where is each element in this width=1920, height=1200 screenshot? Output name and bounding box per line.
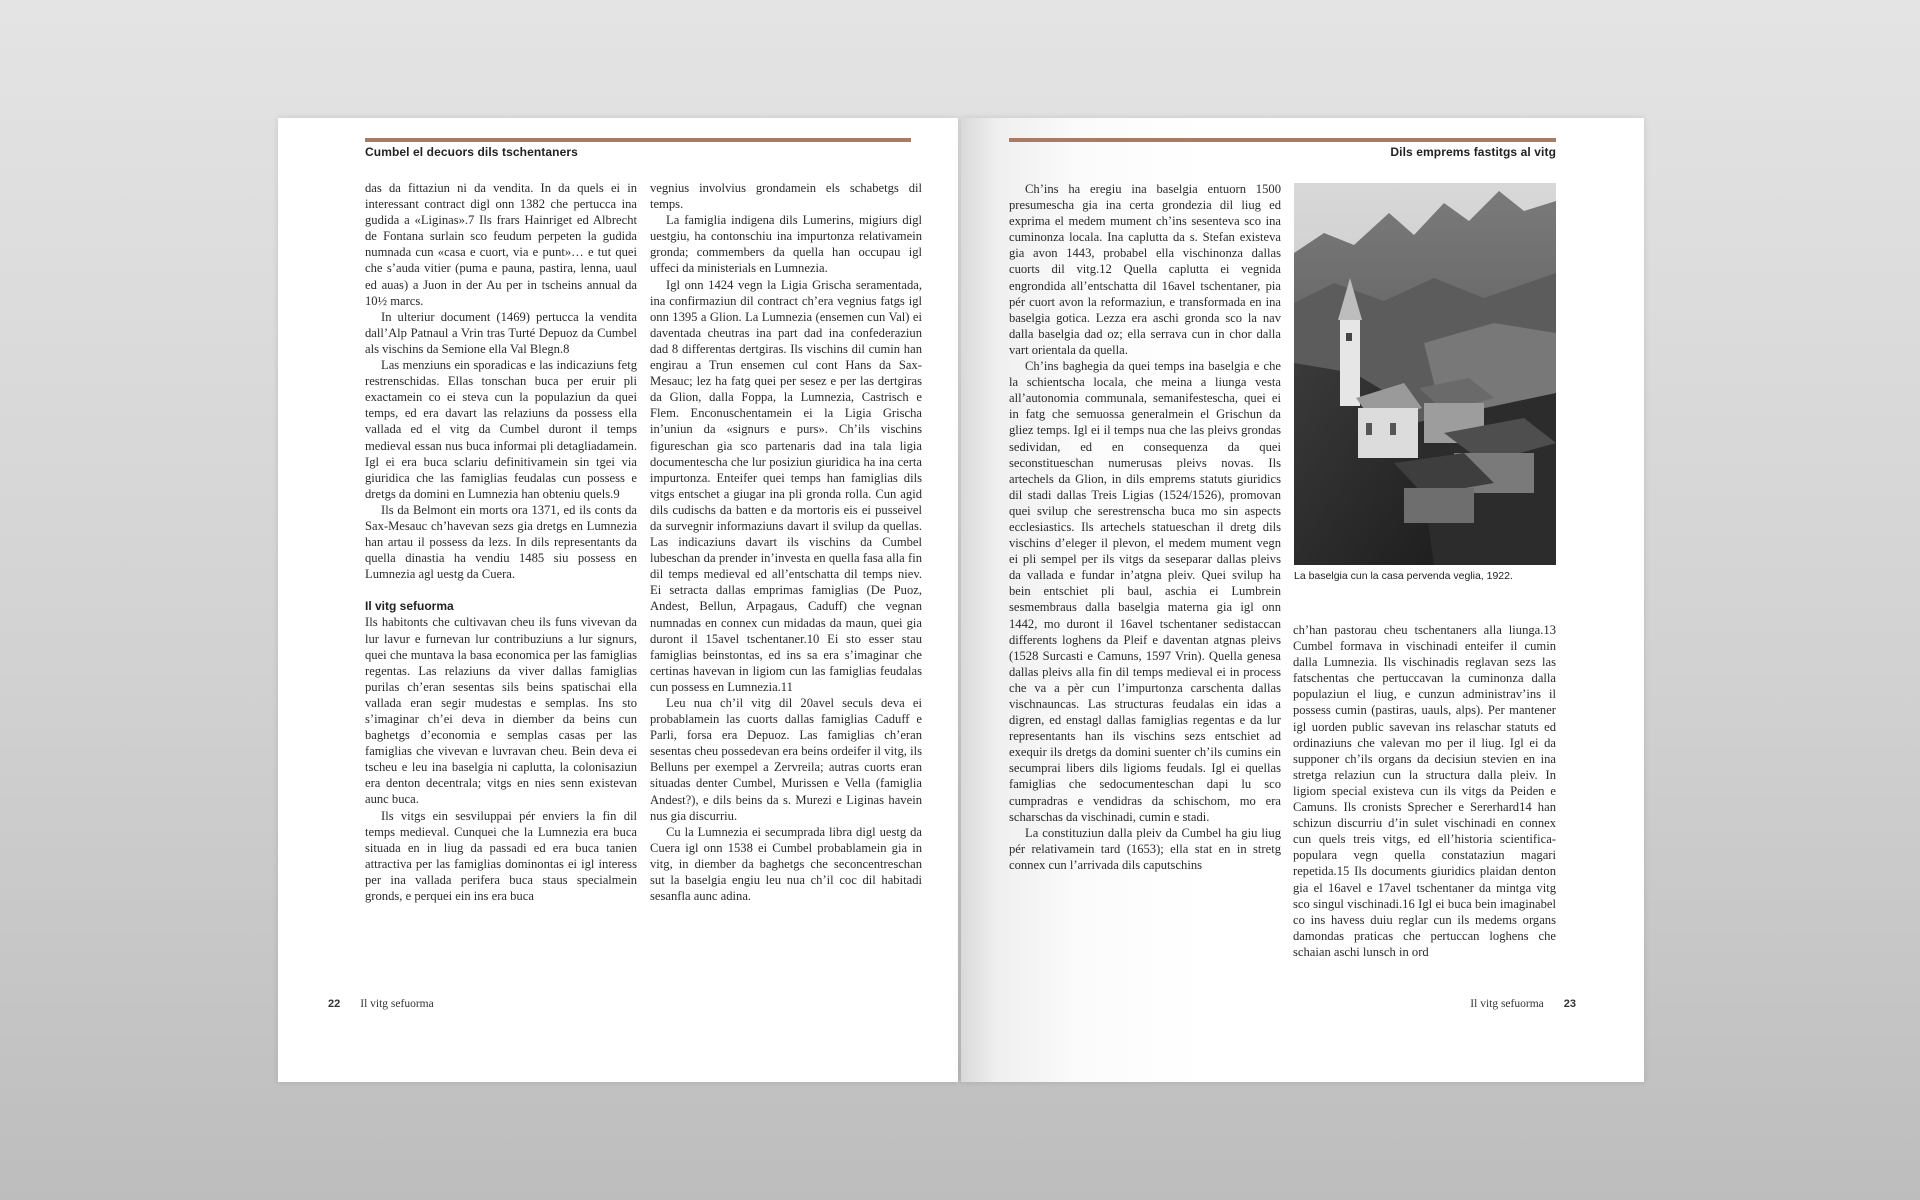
page-number: 23 [1563, 998, 1576, 1010]
paragraph: das da fittaziun ni da vendita. In da quels ei in interessant contract digl onn 1382 che pertucca ina gudida a «Liginas».7 Ils frars Hainriget ed Albrecht de Fontana surlain sco feudum perpeten la gudida numnada cun «casa e cuort, via e punt»… e tut quei che s’auda vitier (puma e pauna, pastira, lenna, uaul ed auas) a Juon in der Au per in tscheins annual da 10½ marcs. [365, 181, 637, 308]
text-column-2 [650, 180, 922, 904]
page-number: 22 [328, 998, 341, 1010]
running-header: Dils emprems fastitgs al vitg [1390, 145, 1556, 159]
header-rule [365, 138, 911, 142]
church-photo [1294, 183, 1556, 565]
paragraph: La famiglia indigena dils Lumerins, migiurs digl uestgiu, ha contonschiu ina impurtonza relativamein gronda; commembers da quella han occupau igl uffeci da ministerials en Lumnezia. [650, 213, 922, 276]
page-footer [328, 998, 434, 1010]
paragraph: ch’han pastorau cheu tschentaners alla liunga.13 Cumbel formava in vischinadi enteifer il cumin dalla Lumnezia. Ils vischinadis reglavan sezs las fatschentas che pertuccavan la cuminonza dalla populaziun el liug, e cunzun administrav’ins il possess cumin (pastiras, uauls, alps). Per mantener igl uorden public savevan ins relaschar statuts ed ordinaziuns che valevan mo per il liug. Igl ei da supponer ch’ils organs da decisiun stevien en ina stretga relaziun cun la structura dalla pleiv. In ligiom special existeva cun ils vitgs da Peiden e Camuns. Ils cronists Sprecher e Sererhard14 han schizun discurriu d’in sulet vischinadi en connex cun quels treis vitgs, ed ell’historia scientifica-populara vegn quella constataziun magari repetida.15 Ils documents giuridics plaidan denton gia el 16avel e 17avel tschentaner da mintga vitg sco singul vischinadi.16 Igl ei buca bein imaginabel co ins havess duiu reglar cun ils medems organs damondas praticas che pertuccan loghens che schaian aschi lunsch in ord [1293, 623, 1556, 959]
header-rule [1009, 138, 1556, 142]
paragraph: Leu nua ch’il vitg dil 20avel seculs deva ei probablamein las cuorts dallas famiglias Caduff e Parli, forsa era Depuoz. Las famiglias ch’eran sesentas cheu possedevan era beins ordeifer il vitg, ils Belluns per exempel a Zervreila; autras cuorts eran situadas denter Cumbel, Murissen e Vella (famiglia Andest?), e dils beins da s. Murezi e Liginas havein nus gia discurriu. [650, 696, 922, 823]
running-footer: Il vitg sefuorma [360, 998, 434, 1010]
text-column-2 [1293, 622, 1556, 960]
paragraph: vegnius involvius grondamein els schabetgs dil temps. [650, 181, 922, 212]
paragraph: Ils habitonts che cultivavan cheu ils funs vivevan da lur lavur e furnevan lur contribuziuns a lur signurs, quei che muntava la basa economica per las famiglias regentas. Las relaziuns da viver dallas famiglias purilas ch’eran sesentas sils beins spatischai ella vallada eran segir mudestas e semplas. Ins sto s’imaginar ch’ei deva in diember da beins cun baghetgs d’economia e semplas casas per las famiglias che vivevan e luvravan cheu. Bein deva ei tscheu e leu ina baselgia ni caplutta, la colonisaziun era denton decentrala; vitgs en nies senn existevan aunc buca. [365, 615, 637, 807]
paragraph: In ulteriur document (1469) pertucca la vendita dall’Alp Patnaul a Vrin tras Turté Depuoz da Cumbel als vischins da Semione ella Val Blegn.8 [365, 309, 637, 356]
paragraph: Igl onn 1424 vegn la Ligia Grischa seramentada, ina confirmaziun dil contract ch’era vegnius fatgs igl onn 1395 a Glion. La Lumnezia (ensemen cun Val) ei daventada cheutras ina part dad ina confederaziun dad 8 differentas dertgiras. Ils vischins dil cumin han engirau a Trun ensemen cul cont Hans da Sax-Mesauc; lez ha fatg quei per sesez e per las dertgiras da Glion, dalla Foppa, la Lumnezia, Castrisch e Flem. Enconuschentamein ei la Ligia Grischa in’uniun da «signurs e purs». Ch’ils vischins figureschan gia sco partenaris dad ina tala ligia documentescha che lur posiziun giuridica ha ina certa impurtonza. Enteifer quei temps han famiglias dils vitgs entschet a giugar ina pli gronda rolla. Cun agid dils cudischs da batten e da mortoris eis ei pusseivel da survegnir informaziuns davart il svilup da quellas. Las indicaziuns davart ils vischins da Cumbel lubeschan da prender in’investa en quella fasa alla fin dil temps medieval ed all’entschatta dil temps niev. Ei setracta dallas emprimas famiglias (De Puoz, Andest, Bellun, Arpagaus, Caduff) che vegnan numnadas en connex cun midadas da maun, quei gia duront il 15avel tschentaner.10 Ei sto esser stau famiglias beinstontas, ed ins sa era s’imaginar che certinas havevan in ligiom cun las famiglias feudalas cun possess en Lumnezia.11 [650, 277, 922, 694]
left-page [278, 118, 958, 1082]
paragraph: Las menziuns ein sporadicas e las indicaziuns fetg restrenschidas. Ellas tonschan buca per eruir pli exactamein co ei steva cun la populaziun da quei temps, ed era davart las relaziuns da possess ella vallada ed el vitg da Cumbel duront il temps medieval essan nus buca informai pli detagliadamein. Igl ei era buca sclariu definitivamein sin tgei via giuridica che las famiglias feudalas cun possess e dretgs da domini en Lumnezia han obteniu quels.9 [365, 358, 637, 501]
page-footer [1470, 998, 1576, 1010]
paragraph: La constituziun dalla pleiv da Cumbel ha giu liug pér relativamein tard (1653); ella stat en in stretg connex cun l’arrivada dils caputschins [1009, 825, 1281, 872]
paragraph: Ils da Belmont ein morts ora 1371, ed ils conts da Sax-Mesauc ch’havevan sezs gia dretgs en Lumnezia han artau il possess da lezs. In dils representants da quella dinastia ha vendiu 1485 siu possess en Lumnezia agl uestg da Cuera. [365, 502, 637, 582]
section-heading: Il vitg sefuorma [365, 599, 454, 614]
running-header: Cumbel el decuors dils tschentaners [365, 145, 578, 159]
paragraph: Ch’ins baghegia da quei temps ina baselgia e che la schientscha locala, che meina a liunga vesta all’autonomia communala, semanifestescha, quei ei in fatg che semuossa generalmein el Grischun da gliez temps. Igl ei il temps nua che las pleivs grondas sedividan, ed en consequenza da quei seconstitueschan numerusas pleivs novas. Ils artechels da Glion, in dils emprems statuts giuridics dil stadi dallas Treis Ligias (1524/1526), promovan quei svilup che serestrenscha buca mo sin aspects ecclesiastics. Ils artechels statueschan il dretg dils vischins d’eleger il plevon, el medem mument vegn ei pli sempel per ils vitgs da seseparar dallas pleivs da vallada e fundar in’atgna pleiv. Quei svilup ha bein entschiet pli baul, aschia ei Lumbrein sesmembraus dalla baselgia materna gia igl onn 1442, mo duront il 16avel tschentaner sedistaccan differents loghens da Pleif e daventan atgnas pleivs (1528 Surcasti e Camuns, 1597 Vrin). Quella genesa dallas pleivs alla fin dil temps medieval ei in process che va a pèr cun l’impurtonza carschenta dallas vischnauncas. Las structuras feudalas ein idas a digren, ed enstagl dallas famiglias regentas e da lur representants han ils vischins sezs entschiet ad exequir ils dretgs da domini suenter ch’ils cumins ein secumprai libers dils ligioms feudals. Igl ei quellas famiglias che sedocumenteschan dapi lu sco cumpradras e vendidras da schischom, mo era scharschas da vischinadi, cumin e stadi. [1009, 359, 1281, 824]
paragraph: Ch’ins ha eregiu ina baselgia entuorn 1500 presumescha gia ina certa grondezia dil liug ed exprima el medem mument ch’ins sesenteva sco ina cuminonza locala. Ina caplutta da s. Stefan existeva gia avon 1443, probabel ella vischinonza dallas cuorts dil vitg.12 Quella caplutta ei vegnida engrondida all’entschatta dil 16avel tschentaner, pia pér cuort avon la reformaziun, e transformada en ina baselgia gotica. Lezza era aschi gronda sco la nav dalla baselgia dad oz; ella serrava cun in chor dalla vart orientala da quella. [1009, 182, 1281, 357]
text-column-1 [365, 180, 637, 904]
photo-caption: La baselgia cun la casa pervenda veglia, 1922. [1294, 570, 1513, 582]
paragraph: Ils vitgs ein sesviluppai pér enviers la fin dil temps medieval. Cunquei che la Lumnezia era buca situada en in liug da passadi ed era buca tanien attractiva per las famiglias dominontas ei igl interess per ina vallada perifera buca staus specialmein gronds, e perquei ein ins era buca [365, 808, 637, 904]
text-column-1 [1009, 181, 1281, 873]
running-footer: Il vitg sefuorma [1470, 998, 1544, 1010]
paragraph: Cu la Lumnezia ei secumprada libra digl uestg da Cuera igl onn 1538 ei Cumbel probablamein gia in vitg, in diember da baghetgs che seconcentreschan sut la baselgia engiu leu nua ch’il coc dil habitadi sesanfla aunc adina. [650, 824, 922, 904]
right-page [961, 118, 1644, 1082]
